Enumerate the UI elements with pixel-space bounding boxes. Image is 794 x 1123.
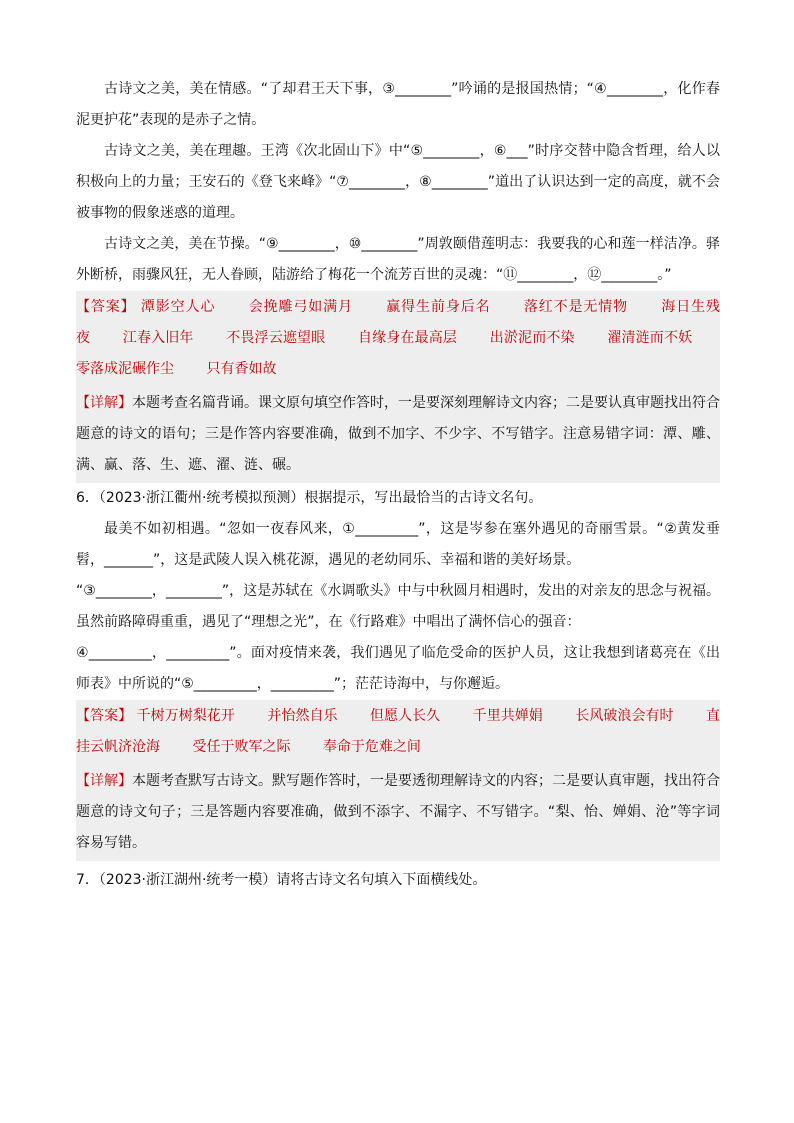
question6-para3: ④_________，_________”。面对疫情来袭，我们遇见了临危受命的医护人员，这让我想到诸葛亮在《出师表》中所说的“⑤_________，_________”；茫茫诗海中，与你邂逅。 (76, 645, 720, 692)
answer-item: 千里共婵娟 (472, 708, 543, 724)
detail5-line (76, 388, 720, 481)
answer5-items (76, 299, 720, 377)
answer5-box (76, 291, 720, 387)
answer-item: 受任于败军之际 (192, 739, 291, 755)
answer6-label: 【答案】 (76, 708, 133, 724)
detail6-line (76, 766, 720, 859)
answer-item: 潭影空人心 (140, 299, 216, 315)
answer-item: 落红不是无情物 (523, 299, 629, 315)
answer-item: 千树万树梨花开 (136, 708, 235, 724)
answer-item: 并怡然自乐 (267, 708, 338, 724)
answer-item: 濯清涟而不妖 (607, 330, 693, 346)
answer5-line (76, 292, 720, 385)
answer-item: 海日生残夜 (76, 299, 721, 346)
answer-item: 长风破浪会有时 (575, 708, 674, 724)
question6-para2: “③________，________”，这是苏轼在《水调歌头》中与中秋圆月相遇时，发出的对亲友的思念与祝福。虽然前路障碍重重，遇见了“理想之光”，在《行路难》中唱出了满怀信心的强音： (76, 583, 720, 630)
answer-item: 赢得生前身后名 (386, 299, 491, 315)
passage5-para1: 古诗文之美，美在情感。“了却君王天下事，③________”吟诵的是报国热情；“④________，化作春泥更护花”表现的是赤子之情。 (76, 81, 720, 128)
detail6-box (76, 765, 720, 861)
answer6-items (76, 708, 720, 755)
detail5-label: 【详解】 (76, 395, 132, 411)
detail5-box (76, 387, 720, 483)
answer-item: 会挽雕弓如满月 (248, 299, 353, 315)
answer-item: 只有香如故 (206, 361, 277, 377)
detail6-text: 本题考查默写古诗文。默写题作答时，一是要透彻理解诗文的内容；二是要认真审题，找出符合题意的诗文句子；三是答题内容要准确，做到不添字、不漏字、不写错字。“梨、怡、婵娟、沧”等字词容易写错。 (76, 773, 720, 851)
question6-header: 6．（2023·浙江衢州·统考模拟预测）根据提示，写出最恰当的古诗文名句。 (76, 490, 543, 506)
question7-header: 7．（2023·浙江湖州·统考一模）请将古诗文名句填入下面横线处。 (76, 872, 487, 888)
passage5-para2: 古诗文之美，美在理趣。王湾《次北固山下》中“⑤________，⑥___”时序交替中隐含哲理，给人以积极向上的力量；王安石的《登飞来峰》“⑦________，⑧________”道出了认识达到一定的高度，就不会被事物的假象迷惑的道理。 (76, 143, 720, 221)
answer-item: 自缘身在最高层 (357, 330, 458, 346)
answer-item: 直挂云帆济沧海 (76, 708, 721, 755)
detail6-label: 【详解】 (76, 773, 132, 789)
document-page (76, 74, 720, 896)
answer-item: 出淤泥而不染 (489, 330, 575, 346)
answer5-label: 【答案】 (76, 299, 136, 315)
passage5-para3: 古诗文之美，美在节操。“⑨________，⑩________”周敦颐借莲明志：我要我的心和莲一样洁净。驿外断桥，雨骤风狂，无人眷顾，陆游给了梅花一个流芳百世的灵魂：“⑪________，⑫________。” (76, 236, 720, 283)
answer6-box (76, 700, 720, 765)
answer-item: 不畏浮云遮望眼 (226, 330, 326, 346)
question6-para1: 最美不如初相遇。“忽如一夜春风来，①_________”，这是岑参在塞外遇见的奇丽雪景。“②黄发垂髫，_______”，这是武陵人误入桃花源，遇见的老幼同乐、幸福和谐的美好场景。 (76, 521, 720, 568)
answer6-line (76, 701, 720, 763)
answer-item: 江春入旧年 (122, 330, 194, 346)
answer-item: 零落成泥碾作尘 (76, 361, 174, 377)
detail5-text: 本题考查名篇背诵。课文原句填空作答时，一是要深刻理解诗文内容；二是要认真审题找出符合题意的诗文的语句；三是作答内容要准确，做到不加字、不少字、不写错字。注意易错字词：潭、雕、满、赢、落、生、遮、濯、涟、碾。 (76, 395, 720, 473)
answer-item: 但愿人长久 (370, 708, 441, 724)
answer-item: 奉命于危难之间 (322, 739, 421, 755)
